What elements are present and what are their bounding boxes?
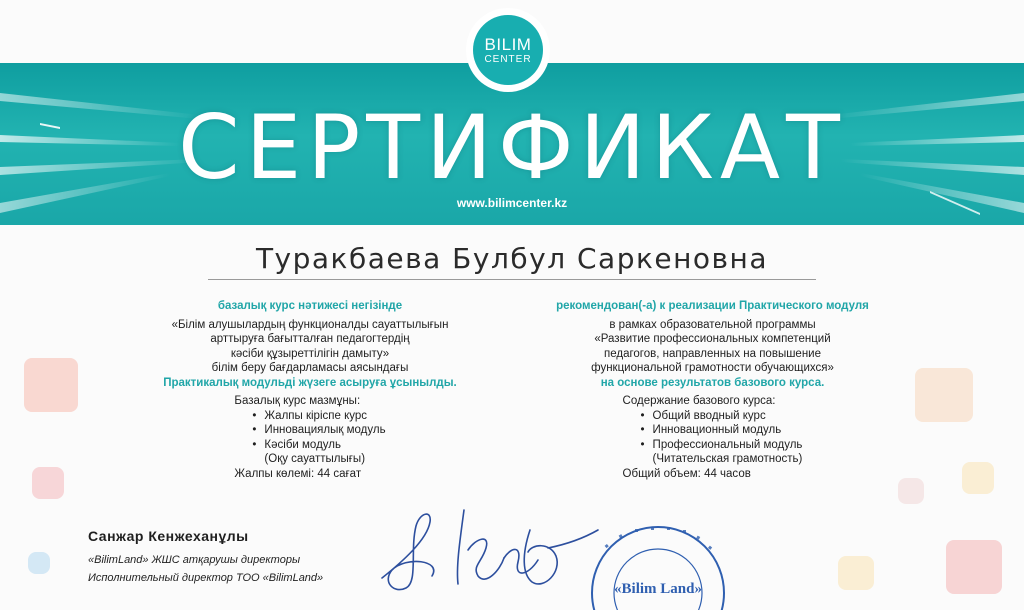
ru-course-item: • Общий вводный курс [641,409,803,424]
certificate-title: СЕРТИФИКАТ [178,96,846,199]
kz-program-line: кәсіби құзыреттілігін дамыту» [230,347,390,360]
ru-heading: рекомендован(-а) к реализации Практического модуля [556,300,869,312]
stamp-center-text: «Bilim Land» [614,581,702,597]
ru-course-content [623,394,803,481]
faded-book-icon [32,467,64,499]
ru-course-item: • Инновационный модуль [641,423,803,438]
handwritten-signature [372,500,602,595]
kz-program-line: білім беру бағдарламасы аясындағы [211,362,409,374]
ru-course-subitem: (Читательская грамотность) [652,453,803,465]
signatory-role-kz: «BilimLand» ЖШС атқарушы директоры [88,554,301,566]
logo-text-bilim: BILIM [484,34,532,54]
signatory-name: Санжар Кенжеханұлы [88,528,249,544]
faded-tablet-icon [838,556,874,590]
kz-course-item: • Кәсіби модуль [252,438,385,453]
logo-text-center: CENTER [484,53,532,65]
faded-small-icon [28,552,50,574]
ru-course-volume: Общий объем: 44 часов [622,467,751,480]
kazakh-text-column [130,299,490,481]
kz-heading: базалық курс нәтижесі негізінде [217,300,403,312]
kz-recommendation: Практикалық модульді жүзеге асыруға ұсынылды. [163,376,457,389]
ru-program-line: педагогов, направленных на повышение [603,347,821,360]
kz-program-line: «Білім алушылардың функционалды сауаттылығын [171,318,449,331]
kz-course-subitem: (Оқу сауаттылығы) [264,453,366,465]
faded-shop-icon [946,540,1002,594]
kz-program-line: арттыруға бағытталған педагогтердің [210,333,410,345]
ru-course-item: • Профессиональный модуль [641,438,803,453]
faded-play-icon [962,462,994,494]
faded-tower-icon [898,478,924,504]
kz-course-volume: Жалпы көлемі: 44 сағат [234,467,362,480]
name-underline [208,279,816,280]
signatory-role-ru: Исполнительный директор ТОО «BilimLand» [88,572,324,584]
ru-basis: на основе результатов базового курса. [600,376,825,389]
recipient-name: Туракбаева Булбул Саркеновна [255,242,769,275]
russian-text-column [530,299,895,481]
ru-content-title: Содержание базового курса: [622,395,776,407]
kz-content-title: Базалық курс мазмұны: [234,395,361,407]
bilim-center-logo [466,8,550,92]
ru-program-line: «Развитие профессиональных компетенций [594,333,831,345]
faded-certificate-icon [915,368,973,422]
faded-monitor-icon [24,358,78,412]
ru-program-line: в рамках образовательной программы [609,318,816,331]
official-stamp [583,515,733,610]
kz-course-item: • Жалпы кіріспе курс [252,409,385,424]
ru-program-line: функциональной грамотности обучающихся» [591,362,834,374]
kz-course-content [234,394,385,481]
website-url: www.bilimcenter.kz [456,196,568,210]
kz-course-item: • Инновациялық модуль [252,423,385,438]
